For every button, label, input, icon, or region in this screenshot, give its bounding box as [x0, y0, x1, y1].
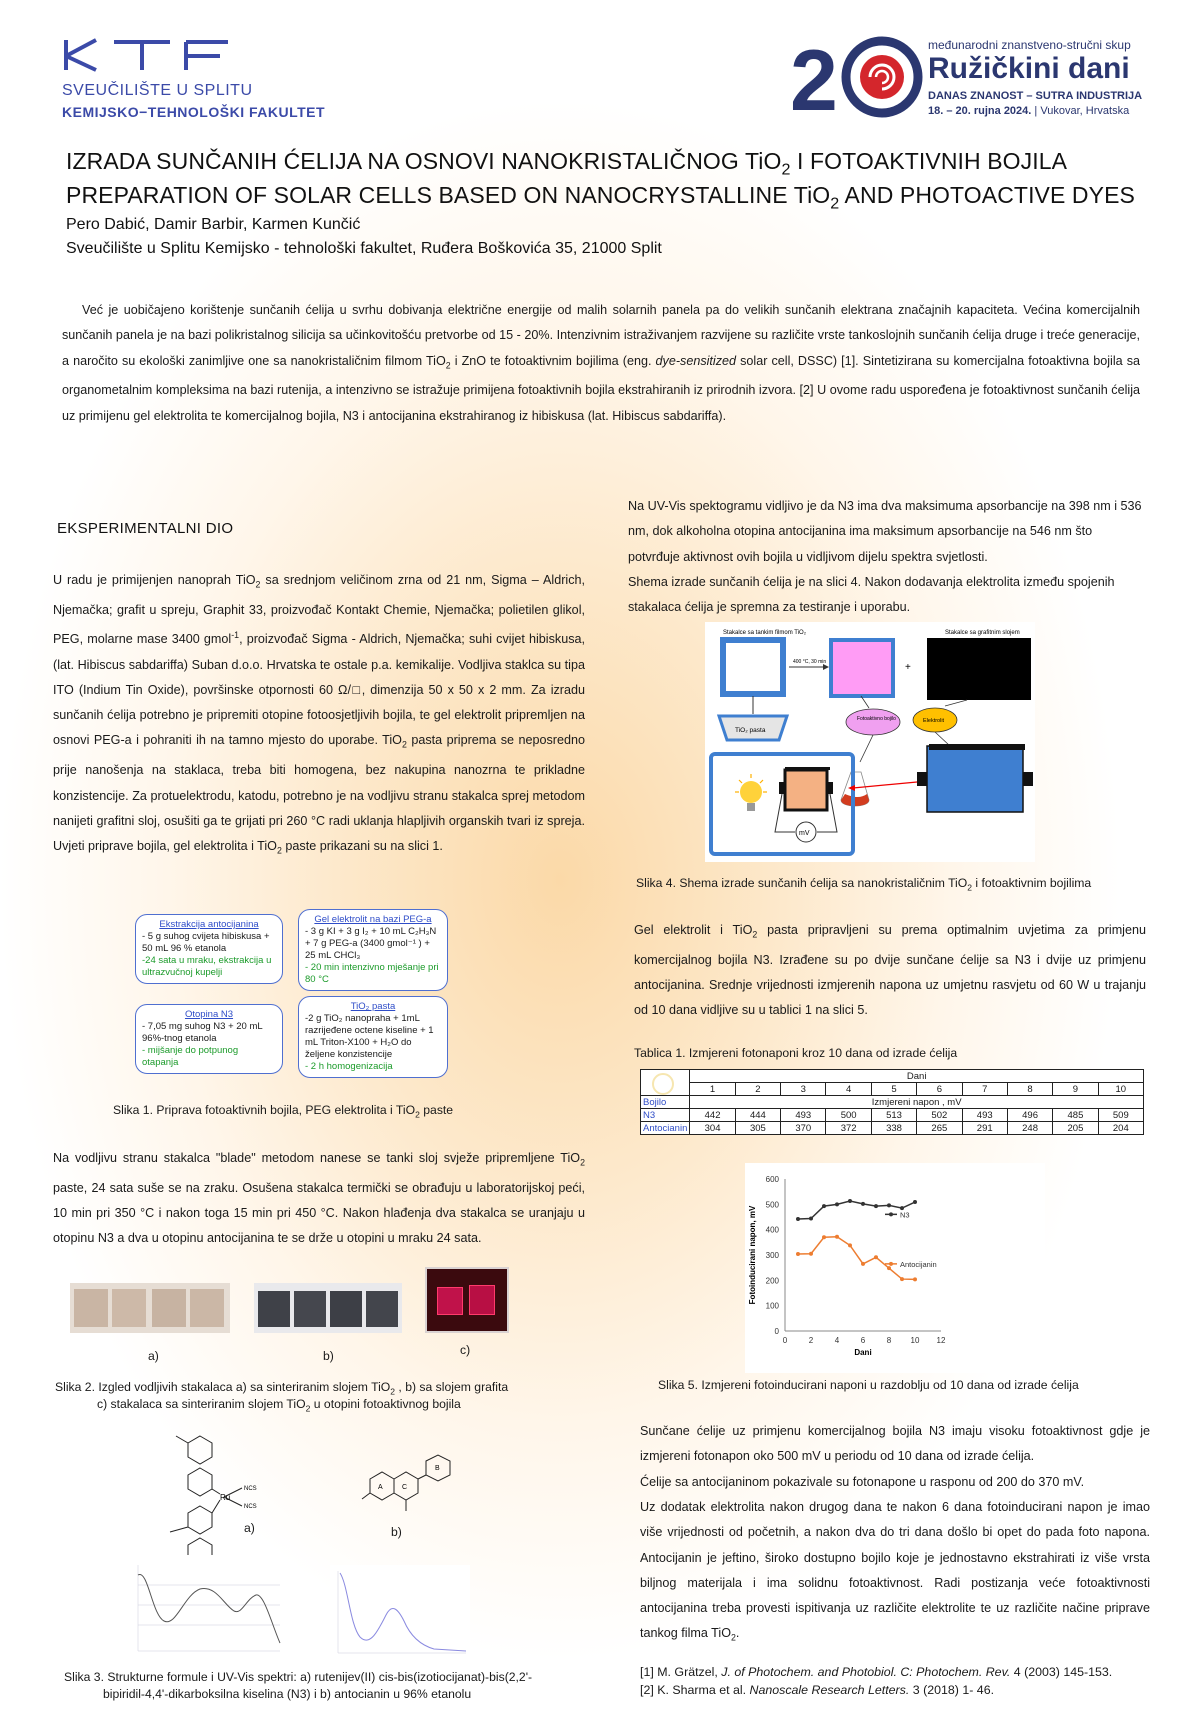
table1-cell: 442: [690, 1109, 735, 1122]
fig4-label-graphite-glass: Stakalce sa grafitnim slojem: [945, 630, 1020, 636]
x-tick-label: 2: [808, 1336, 814, 1345]
legend-label-0: N3: [900, 1210, 910, 1220]
fig4-label-plus: +: [905, 662, 911, 673]
data-point: [835, 1202, 839, 1206]
fig5-line-chart: [745, 1163, 1045, 1373]
table1-dye-label: Bojilo: [641, 1096, 690, 1109]
y-tick-label: 300: [765, 1251, 779, 1260]
table1-cell: 304: [690, 1122, 735, 1135]
table1-cell: 509: [1098, 1109, 1143, 1122]
data-point: [848, 1243, 852, 1247]
conference-logo: [790, 32, 1160, 122]
fig3-anthocyanin-structure: [350, 1453, 460, 1523]
conclusion-paragraph-1: Sunčane ćelije uz primjenu komercijalnog bojila N3 imaju visoku fotoaktivnost gdje je izmjereni fotonapon oko 500 mV u periodu od 10 dana od izrade ćelija.: [640, 1424, 1150, 1464]
x-tick-label: 12: [936, 1336, 946, 1345]
fig2-caption-line2: c) stakalaca sa sinteriranim slojem TiO$_2$ u otopini fotoaktivnog bojila: [97, 1397, 461, 1414]
fig2-photo-dye-solution: [425, 1267, 509, 1333]
university-name: SVEUČILIŠTE U SPLITU: [62, 82, 253, 99]
data-point: [874, 1204, 878, 1208]
y-tick-label: 100: [765, 1301, 779, 1311]
fig2-label-b: b): [323, 1349, 334, 1363]
title-croatian: IZRADA SUNČANIH ĆELIJA NA OSNOVI NANOKRISTALIČNOG TiO$_2$ I FOTOAKTIVNIH BOJILA: [66, 148, 1068, 179]
section-heading-experimental: EKSPERIMENTALNI DIO: [57, 520, 234, 537]
svg-text:NCS: NCS: [244, 1486, 257, 1492]
table1-unit-label: Izmjereni napon , mV: [690, 1096, 1144, 1109]
table1-cell: 485: [1053, 1109, 1098, 1122]
table1-day-2: 2: [735, 1083, 780, 1096]
y-tick-label: 500: [765, 1200, 779, 1210]
table1-cell: 502: [917, 1109, 962, 1122]
reference-1: [1] M. Grätzel, J. of Photochem. and Photobiol. C: Photochem. Rev. 4 (2003) 145-153.: [640, 1665, 1113, 1679]
fig3-n3-structure: [150, 1428, 270, 1560]
chart-background: [745, 1163, 1045, 1373]
fig3-caption-line2: bipiridil-4,4'-dikarboksilna kiselina (N3) i b) antocianin u 96% etanolu: [103, 1687, 472, 1701]
fig2-label-c: c): [460, 1343, 471, 1357]
legend-marker-1: [889, 1262, 893, 1266]
table1-day-10: 10: [1098, 1083, 1143, 1096]
svg-text:A: A: [378, 1484, 383, 1491]
right-paragraph-uvvis: Na UV-Vis spektogramu vidljivo je da N3 ima dva maksimuma apsorbancije na 398 nm i 536 nm, dok alkoholna otopina antocijanina ima maksimum apsorbancije na 546 nm što potvrđuje aktivnost ovih bojila u vidljivom dijelu spektra svjetlosti.: [628, 499, 1142, 564]
fig2-photo-tio2-glass: [70, 1283, 230, 1333]
svg-text:Ru: Ru: [220, 1493, 231, 1502]
table1-cell: 291: [962, 1122, 1007, 1135]
intro-paragraph: Već je uobičajeno korištenje sunčanih ćelija u svrhu dobivanja električne energije od malih solarnih panela pa do velikih sunčanih elektrana značajnih kapaciteta. Većina komercijalnih sunčanih panela je na bazi polikristalnog silicija sa učinkovitošću pretvorbe od 15 - 20%. Intenzivnim istraživanjem razvijene su različite vrste tankoslojnih sunčanih ćelija druge i treće generacije, a naročito su ekološki zanimljive one sa nanokristaličnim filmom TiO$_2$ i ZnO te fotoaktivnim bojilima (eng. dye-sensitized solar cell, DSSC) [1]. Sintetizirana su komercijalna fotoaktivna bojila sa organometalnim kompleksima na bazi rutenija, a intenzivno se istražuje primijena fotoaktivnih bojila ekstrahiranih iz prirodnih izvora. [2] U ovome radu uspoređena je fotoaktivnost sunčanih ćelija uz primijenu gel elektrolita te komercijalnog bojila, N3 i antocijanina ekstrahiranog iz hibiskusa (lat. Hibiscus sabdariffa).: [62, 303, 1140, 423]
table1-cell: 305: [735, 1122, 780, 1135]
table1-corner-mark: [643, 1070, 683, 1096]
experimental-paragraph-2: Na vodljivu stranu stakalca "blade" metodom nanese se tanki sloj svježe pripremljene TiO$_2$ paste, 24 sata suše se na zraku. Osušena stakalca termički se obrađuju u laboratorijskoj peći, 10 min pri 350 °C i nakon toga 15 min pri 450 °C. Nakon hlađenja dva stakalca se uranjaju u otopinu N3 a dva u otopinu antocijanina te se drže u otopini u mraku 24 sata.: [53, 1151, 585, 1246]
table1-days-row: [641, 1083, 1144, 1096]
fig4-label-electrolyte: Elektrolit: [923, 718, 945, 724]
table1-row-label: Antocianin: [641, 1122, 690, 1135]
conclusion-paragraph-2: Ćelije sa antocijaninom pokazivale su fotonapone u rasponu od 200 do 370 mV.: [640, 1475, 1085, 1489]
x-tick-label: 0: [782, 1336, 788, 1345]
table1-row-anthocyanin: [641, 1122, 1144, 1135]
x-tick-label: 8: [886, 1336, 892, 1345]
faculty-name: KEMIJSKO−TEHNOLOŠKI FAKULTET: [62, 104, 326, 120]
conference-subtitle: međunarodni znanstveno-stručni skup: [928, 38, 1131, 52]
fig4-label-paste: TiO₂ pasta: [735, 727, 766, 734]
fig3-label-a: a): [244, 1521, 255, 1535]
data-point: [900, 1277, 904, 1281]
data-point: [835, 1235, 839, 1239]
x-tick-label: 4: [834, 1336, 840, 1345]
fig3-n3-spectrum: [124, 1555, 284, 1663]
conference-dates: 18. – 20. rujna 2024. | Vukovar, Hrvatska: [928, 105, 1130, 117]
table1-cell: 372: [826, 1122, 871, 1135]
data-point: [913, 1277, 917, 1281]
fig1-box-gel-electrolyte: Gel elektrolit na bazi PEG-a - 3 g KI + 3 g I₂ + 10 mL C₂H₃N + 7 g PEG-a (3400 gmol⁻¹ ) + 25 mL CHCl₃ - 20 min intenzivno mješanje pri 80 °C: [298, 909, 448, 991]
x-tick-label: 6: [860, 1336, 866, 1345]
table1-corner: [641, 1070, 690, 1096]
svg-text:C: C: [402, 1484, 408, 1491]
fig1-box-tio2-paste: TiO₂ pasta -2 g TiO₂ nanopraha + 1mL razrijeđene octene kiseline + 1 mL Triton-X100 + H₂O do željene konzistencije - 2 h homogenizacija: [298, 996, 448, 1078]
fig1-box-n3-solution: Otopina N3 - 7,05 mg suhog N3 + 20 mL 96%-tnog etanola - mijšanje do potpunog otapanja: [135, 1004, 283, 1074]
title-english: PREPARATION OF SOLAR CELLS BASED ON NANOCRYSTALLINE TiO$_2$ AND PHOTOACTIVE DYES: [66, 182, 1135, 213]
svg-text:NCS: NCS: [244, 1504, 257, 1510]
x-tick-label: 10: [910, 1336, 920, 1345]
legend-label-1: Antocijanin: [900, 1259, 937, 1269]
conference-motto: DANAS ZNANOST – SUTRA INDUSTRIJA: [928, 90, 1143, 102]
fig2-caption-line1: Slika 2. Izgled vodljivih stakalaca a) sa sinteriranim slojem TiO$_2$ , b) sa slojem grafita: [55, 1380, 509, 1397]
svg-text:2: 2: [790, 33, 838, 122]
table1-row-n3: [641, 1109, 1144, 1122]
fig4-label-mv: mV: [799, 830, 810, 837]
y-tick-label: 200: [765, 1276, 779, 1286]
table1-cell: 338: [871, 1122, 916, 1135]
table1-day-5: 5: [871, 1083, 916, 1096]
table1-cell: 204: [1098, 1122, 1143, 1135]
fig4-label-temp: 400 °C, 30 min: [793, 659, 827, 665]
svg-text:B: B: [435, 1465, 440, 1472]
data-point: [796, 1252, 800, 1256]
fig5-caption: Slika 5. Izmjereni fotoinducirani naponi u razdoblju od 10 dana od izrade ćelija: [658, 1378, 1079, 1392]
table1-day-6: 6: [917, 1083, 962, 1096]
fig1-caption: Slika 1. Priprava fotoaktivnih bojila, PEG elektrolita i TiO$_2$ paste: [113, 1103, 454, 1120]
y-tick-label: 600: [765, 1175, 779, 1184]
fig4-label-tio2-glass: Stakalce sa tankim filmom TiO₂: [723, 630, 807, 636]
table1-days-header: Dani: [690, 1070, 1144, 1083]
data-point: [848, 1199, 852, 1203]
legend-marker-0: [889, 1212, 893, 1216]
data-point: [822, 1235, 826, 1239]
data-point: [887, 1266, 891, 1270]
y-tick-label: 0: [774, 1327, 779, 1336]
table1-day-4: 4: [826, 1083, 871, 1096]
data-point: [861, 1202, 865, 1206]
table1-day-7: 7: [962, 1083, 1007, 1096]
table1-cell: 265: [917, 1122, 962, 1135]
data-point: [809, 1217, 813, 1221]
table1-day-9: 9: [1053, 1083, 1098, 1096]
x-axis-label: Dani: [854, 1348, 872, 1357]
data-point: [822, 1204, 826, 1208]
fig2-photo-graphite-glass: [254, 1283, 402, 1333]
table1-cell: 493: [962, 1109, 1007, 1122]
table1-caption: Tablica 1. Izmjereni fotonaponi kroz 10 dana od izrade ćelija: [634, 1046, 958, 1060]
table1-cell: 493: [781, 1109, 826, 1122]
conference-20-mark: [790, 32, 925, 122]
conference-name: Ružičkini dani: [928, 52, 1130, 85]
fig3-caption-line1: Slika 3. Strukturne formule i UV-Vis spektri: a) rutenijev(II) cis-bis(izotiocijanat)-bis(2,2'-: [64, 1670, 533, 1684]
reference-2: [2] K. Sharma et al. Nanoscale Research Letters. 3 (2018) 1- 46.: [640, 1683, 995, 1697]
fig4-label-dye: Fotoaktivno bojilo: [857, 716, 896, 722]
fig2-label-a: a): [148, 1349, 159, 1363]
table1-cell: 205: [1053, 1122, 1098, 1135]
affiliation: Sveučilište u Splitu Kemijsko - tehnološki fakultet, Ruđera Boškovića 35, 21000 Split: [66, 240, 662, 257]
fig4-caption: Slika 4. Shema izrade sunčanih ćelija sa nanokristaličnim TiO$_2$ i fotoaktivnim bojilima: [636, 876, 1092, 893]
data-point: [861, 1262, 865, 1266]
table1-day-3: 3: [781, 1083, 826, 1096]
fig3-anthocyanin-spectrum: [330, 1565, 470, 1661]
conclusion-paragraph-3: Uz dodatak elektrolita nakon drugog dana te nakon 6 dana fotoinducirani napon je imao više vrijednosti od početnih, a nakon dva do tri dana došlo bi opet do pada foto napona. Antocijanin je jeftino, široko dostupno bojilo koje je jednostavno ekstrahirati iz više vrsta biljnog materijala i ima solidnu fotoaktivnost. Radi postizanja veće fotoaktivnosti antocijanina treba provesti ispitivanja uz različite elektrolite te uz različite načine priprave tankog filma TiO$_2$.: [640, 1500, 1150, 1643]
table1-cell: 370: [781, 1122, 826, 1135]
table1-day-1: 1: [690, 1083, 735, 1096]
y-axis-label: Fotoinducirani napon, mV: [748, 1205, 757, 1305]
data-point: [913, 1200, 917, 1204]
table1-cell: 496: [1007, 1109, 1052, 1122]
ktf-logo-mark: [62, 36, 232, 76]
table1-cell: 444: [735, 1109, 780, 1122]
table1-cell: 513: [871, 1109, 916, 1122]
table1-day-8: 8: [1007, 1083, 1052, 1096]
experimental-paragraph-1: U radu je primijenjen nanoprah TiO$_2$ sa srednjom veličinom zrna od 21 nm, Sigma – Aldrich, Njemačka; grafit u spreju, Graphit 33, proizvođač Kontakt Chemie, Njemačka; polietilen glikol, PEG, molarne mase 3400 gmol$^{-1}$, proizvođač Sigma - Aldrich, Njemačka; suhi cvijet hibiskusa, (lat. Hibiscus sabdariffa) Suban d.o.o. Hrvatska te ostale p.a. kemikalije. Vodljiva staklca su tipa ITO (Indium Tin Oxide), površinske otpornosti 60 Ω/□, dimenzija 50 x 50 x 2 mm. Za izradu sunčanih ćelija potrebno je pripremiti otopine fotoosjetljivih bojila, te gel elektrolit pripremljen na osnovi PEG-a i pohraniti ih na tamno mjesto do uporabe. TiO$_2$ pasta priprema se neposredno prije nanošenja na staklaca, treba biti homogena, bez nakupina nanozrna te prikladne konzistencije. Za protuelektrodu, katodu, potrebno je na vodljivu stranu stakalca sprej metodom nanijeti grafitni sloj, osušiti ga te grijati pri 260 °C radi uklanja hlapljivih organskih tvari iz spreja. Uvjeti priprave bojila, gel elektrolita i TiO$_2$ paste prikazani su na slici 1.: [53, 573, 585, 856]
authors: Pero Dabić, Damir Barbir, Karmen Kunčić: [66, 216, 361, 233]
table1-cell: 500: [826, 1109, 871, 1122]
table1-cell: 248: [1007, 1122, 1052, 1135]
fig4-scheme: [705, 622, 1035, 862]
table1-row-label: N3: [641, 1109, 690, 1122]
fig3-label-b: b): [391, 1525, 402, 1539]
ktf-logo: [62, 36, 362, 126]
table1: [640, 1069, 1144, 1135]
right-paragraph-measurements: Gel elektrolit i TiO$_2$ pasta pripravljeni su prema optimalnim uvjetima za primjenu komercijalnog bojila N3. Izrađene su po dvije sunčane ćelije sa N3 i dvije uz primjenu antocijanina. Srednje vrijednosti izmjerenih napona uz umjetnu rasvjetu od 60 W u trajanju od 10 dana vidljive su u tablici 1 na slici 5.: [634, 923, 1146, 1018]
data-point: [874, 1255, 878, 1259]
data-point: [809, 1252, 813, 1256]
data-point: [796, 1217, 800, 1221]
right-paragraph-scheme: Shema izrade sunčanih ćelija je na slici 4. Nakon dodavanja elektrolita između spojenih stakalaca ćelija je spremna za testiranje i uporabu.: [628, 575, 1115, 615]
data-point: [887, 1203, 891, 1207]
y-tick-label: 400: [765, 1225, 779, 1235]
fig1-box-anthocyanin-extraction: Ekstrakcija antocijanina - 5 g suhog cvijeta hibiskusa + 50 mL 96 % etanola -24 sata u mraku, ekstrakcija u ultrazvučnoj kupelji: [135, 914, 283, 984]
